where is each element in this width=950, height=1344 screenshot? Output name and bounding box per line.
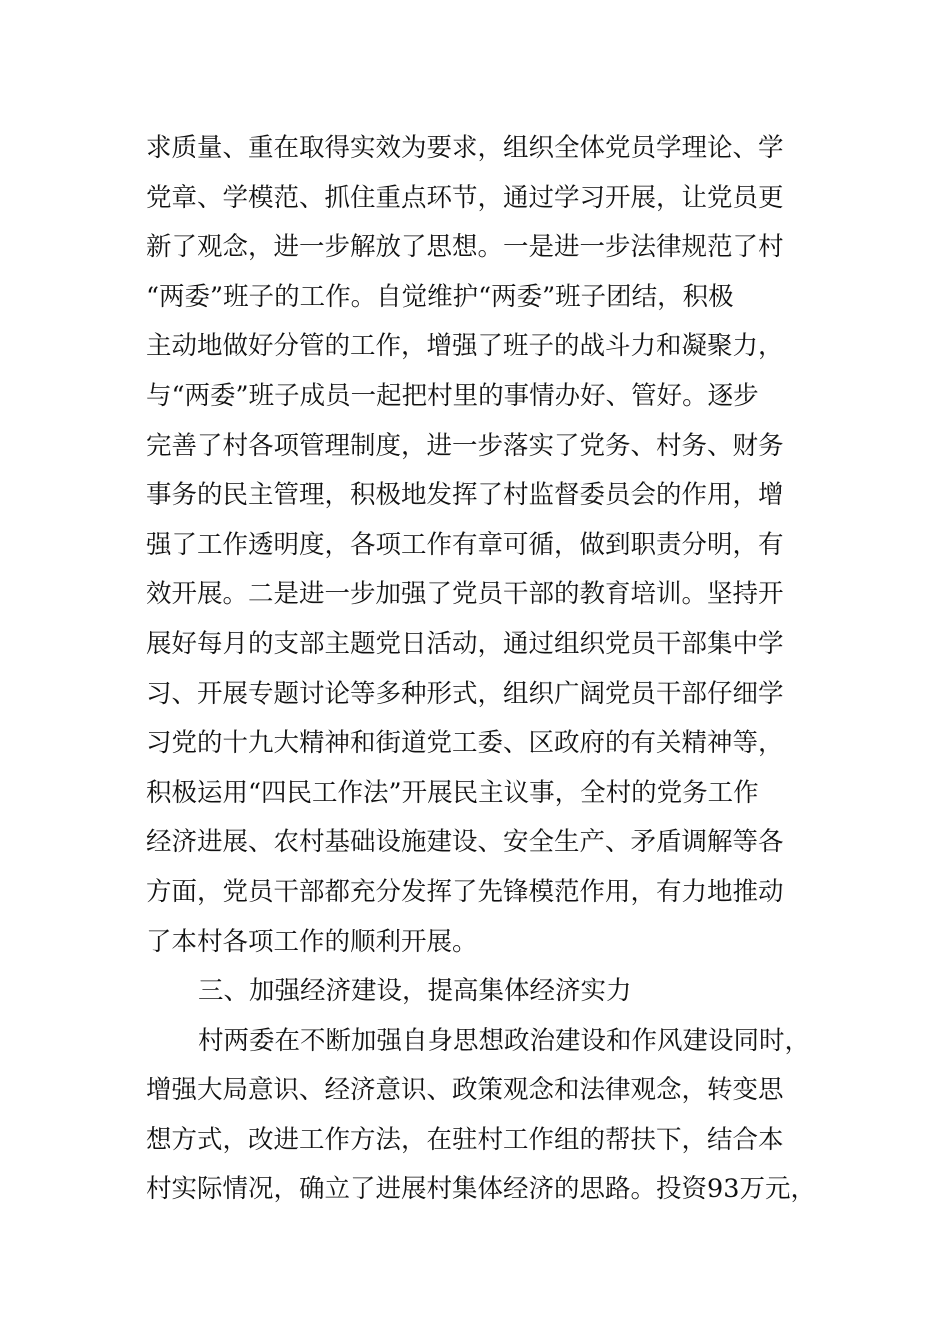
text-line: 效开展。二是进一步加强了党员干部的教育培训。坚持开 — [146, 579, 784, 610]
text-line: 事务的民主管理，积极地发挥了村监督委员会的作用，增 — [146, 480, 784, 511]
text-line: 增强大局意识、经济意识、政策观念和法律观念，转变思 — [146, 1075, 784, 1106]
text-line: 与“两委”班子成员一起把村里的事情办好、管好。逐步 — [146, 380, 759, 411]
text-line: 方面，党员干部都充分发挥了先锋模范作用，有力地推动 — [146, 876, 784, 907]
text-line: 了本村各项工作的顺利开展。 — [146, 926, 478, 957]
text-line: 强了工作透明度，各项工作有章可循，做到职责分明，有 — [146, 529, 784, 560]
body-text — [146, 124, 846, 1215]
text-line: 完善了村各项管理制度，进一步落实了党务、村务、财务 — [146, 430, 784, 461]
text-line: 展好每月的支部主题党日活动，通过组织党员干部集中学 — [146, 628, 784, 659]
text-line: 积极运用“四民工作法”开展民主议事，全村的党务工作 — [146, 777, 759, 808]
text-line: “两委”班子的工作。自觉维护“两委”班子团结，积极 — [146, 281, 734, 312]
text-line: 主动地做好分管的工作，增强了班子的战斗力和凝聚力， — [146, 331, 784, 362]
text-line: 习、开展专题讨论等多种形式，组织广阔党员干部仔细学 — [146, 678, 784, 709]
text-line: 村实际情况，确立了进展村集体经济的思路。投资93万元， — [146, 1174, 816, 1205]
paragraph-first-line: 三、加强经济建设，提高集体经济实力 — [198, 976, 632, 1007]
text-line: 求质量、重在取得实效为要求，组织全体党员学理论、学 — [146, 133, 784, 163]
text-line: 新了观念，进一步解放了思想。一是进一步法律规范了村 — [146, 232, 784, 263]
text-line: 党章、学模范、抓住重点环节，通过学习开展，让党员更 — [146, 182, 784, 213]
text-line: 想方式，改进工作方法，在驻村工作组的帮扶下，结合本 — [146, 1124, 784, 1155]
text-line: 习党的十九大精神和街道党工委、区政府的有关精神等， — [146, 728, 784, 759]
text-line: 经济进展、农村基础设施建设、安全生产、矛盾调解等各 — [146, 827, 784, 858]
paragraph-first-line: 村两委在不断加强自身思想政治建设和作风建设同时， — [198, 1025, 811, 1056]
